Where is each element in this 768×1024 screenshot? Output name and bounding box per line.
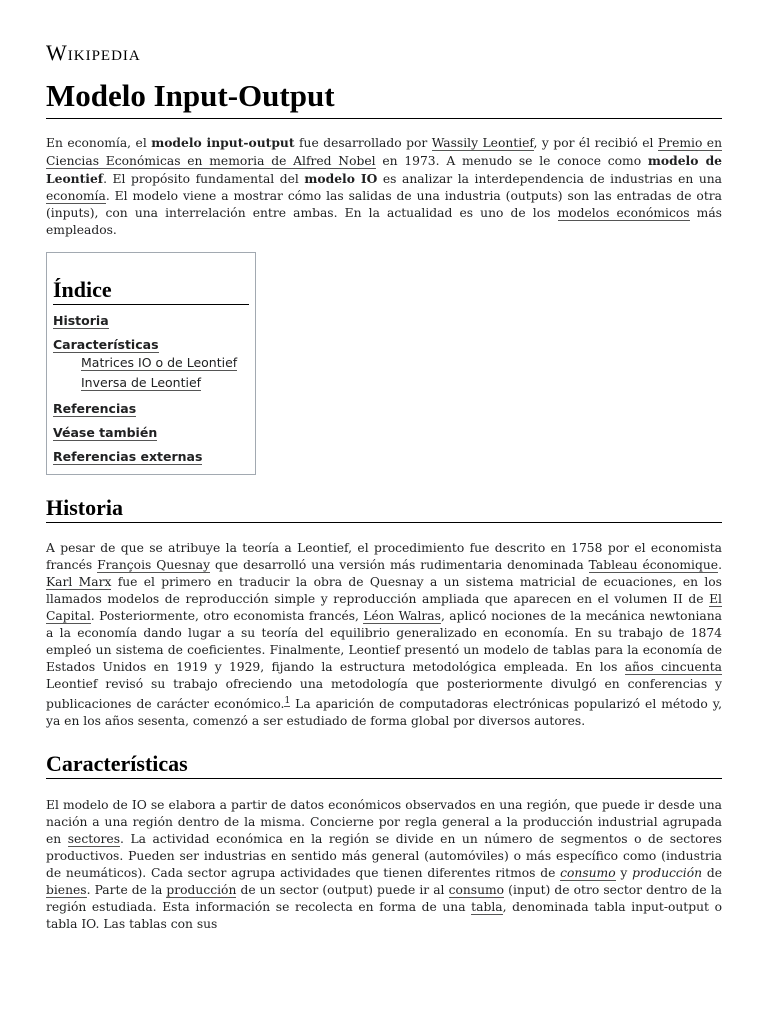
- link-bienes[interactable]: bienes: [46, 883, 87, 897]
- body-text: y: [615, 866, 633, 880]
- link-tabla[interactable]: tabla: [471, 900, 503, 914]
- body-text: de un sector (output) puede ir al: [236, 883, 449, 897]
- intro-bold-term: modelo input-output: [151, 135, 295, 150]
- body-text: A pesar de que se atribuye la teoría a Leontief, el procedimiento fue descrito en 1758 por el economista francés: [46, 541, 722, 572]
- link-sectores[interactable]: sectores: [67, 832, 121, 846]
- link-economia[interactable]: economía: [46, 189, 106, 203]
- body-text: , aplicó nociones de la mecánica newtoniana a la economía dando lugar a su teoría del equilibrio generalizado en economía. En su trabajo de 1874 empleó un sistema de coeficientes. Finalmente, Leontief presentó un modelo de tablas para la economía de Estados Unidos en 1919 y 1929, fijando la estructura metodológica empleada. En los: [46, 609, 723, 674]
- link-karl-marx[interactable]: Karl Marx: [46, 575, 112, 589]
- table-of-contents: [46, 252, 256, 475]
- link-modelos-economicos[interactable]: modelos económicos: [557, 206, 690, 220]
- body-text: La aparición de computadoras electrónicas popularizó el método y, ya en los años sesenta, comenzó a ser estudiado de forma global por diversos autores.: [46, 697, 722, 729]
- intro-text: más empleados.: [46, 206, 722, 237]
- body-text: , denominada tabla input-output o tabla IO. Las tablas con sus: [46, 900, 722, 931]
- intro-text: , y por él recibió el: [533, 136, 658, 150]
- historia-paragraph: [46, 540, 722, 730]
- italic-produccion: producción: [632, 866, 703, 880]
- link-premio-nobel[interactable]: Premio en Ciencias Económicas en memoria de Alfred Nobel: [46, 136, 723, 168]
- intro-bold-term: modelo IO: [304, 171, 378, 186]
- link-consumo-italic[interactable]: consumo: [560, 866, 616, 880]
- section-heading-caracteristicas: Características: [46, 750, 722, 779]
- intro-text: En economía, el: [46, 136, 152, 150]
- body-text: El modelo de IO se elabora a partir de datos económicos observados en una región, que puede ir desde una nación a una región dentro de la misma. Concierne por regla general a la producción industrial agrupada en: [46, 798, 722, 846]
- body-text: que desarrolló una versión más rudimentaria denominada: [210, 558, 589, 572]
- toc-title: Índice: [53, 277, 249, 305]
- title-container: [46, 76, 722, 119]
- toc-item-referencias-externas[interactable]: Referencias externas: [53, 449, 203, 464]
- body-text: .: [718, 558, 722, 572]
- toc-item-vease-tambien[interactable]: Véase también: [53, 425, 158, 440]
- body-text: . Parte de la: [86, 883, 167, 897]
- body-text: . La actividad económica en la región se divide en un número de segmentos o de sectores productivos. Pueden ser industrias en sentido más general (automóviles) o más específico como (industria de neumáticos). Cada sector agrupa actividades que tienen diferentes ritmos de: [46, 832, 722, 880]
- intro-text: en 1973. A menudo se le conoce como: [375, 154, 648, 168]
- body-text: . Posteriormente, otro economista francés,: [90, 609, 364, 623]
- intro-text: . El propósito fundamental del: [103, 172, 305, 186]
- link-tableau-economique[interactable]: Tableau économique: [588, 558, 719, 572]
- link-produccion[interactable]: producción: [166, 883, 237, 897]
- body-text: Leontief revisó su trabajo ofreciendo una metodología que posteriormente divulgó en conferencias y publicaciones de carácter económico.: [46, 677, 722, 712]
- caracteristicas-paragraph: [46, 797, 722, 933]
- intro-text: fue desarrollado por: [294, 136, 432, 150]
- intro-text: es analizar la interdependencia de industrias en una: [377, 172, 722, 186]
- page-title: Modelo Input-Output: [46, 78, 335, 113]
- toc-item-caracteristicas[interactable]: Características: [53, 337, 159, 352]
- link-anos-cincuenta[interactable]: años cincuenta: [624, 660, 722, 674]
- section-heading-historia: Historia: [46, 494, 722, 523]
- body-text: fue el primero en traducir la obra de Quesnay a un sistema matricial de ecuaciones, en los llamados modelos de reproducción simple y reproducción ampliada que aparecen en el volumen II de: [46, 575, 722, 606]
- body-text: (input) de otro sector dentro de la región estudiada. Esta información se recolecta en forma de una: [46, 883, 723, 914]
- link-leon-walras[interactable]: Léon Walras: [363, 609, 441, 623]
- body-text: de: [702, 866, 722, 880]
- toc-item-inversa-leontief[interactable]: Inversa de Leontief: [81, 375, 202, 390]
- wikipedia-wordmark[interactable]: Wikipedia: [46, 40, 141, 65]
- link-wassily-leontief[interactable]: Wassily Leontief: [431, 136, 534, 150]
- toc-item-historia[interactable]: Historia: [53, 313, 109, 328]
- link-consumo[interactable]: consumo: [448, 883, 505, 897]
- intro-text: . El modelo viene a mostrar cómo las salidas de una industria (outputs) son las entradas de otra (inputs), con una interrelación entre ambas. En la actualidad es uno de los: [46, 189, 722, 220]
- reference-link-1[interactable]: 1: [284, 696, 291, 706]
- toc-item-referencias[interactable]: Referencias: [53, 401, 137, 416]
- intro-paragraph: [46, 134, 722, 239]
- intro-bold-term: modelo de Leontief: [46, 153, 722, 186]
- link-francois-quesnay[interactable]: François Quesnay: [97, 558, 211, 572]
- toc-item-matrices-io[interactable]: Matrices IO o de Leontief: [81, 355, 238, 370]
- link-el-capital[interactable]: El Capital: [46, 592, 722, 623]
